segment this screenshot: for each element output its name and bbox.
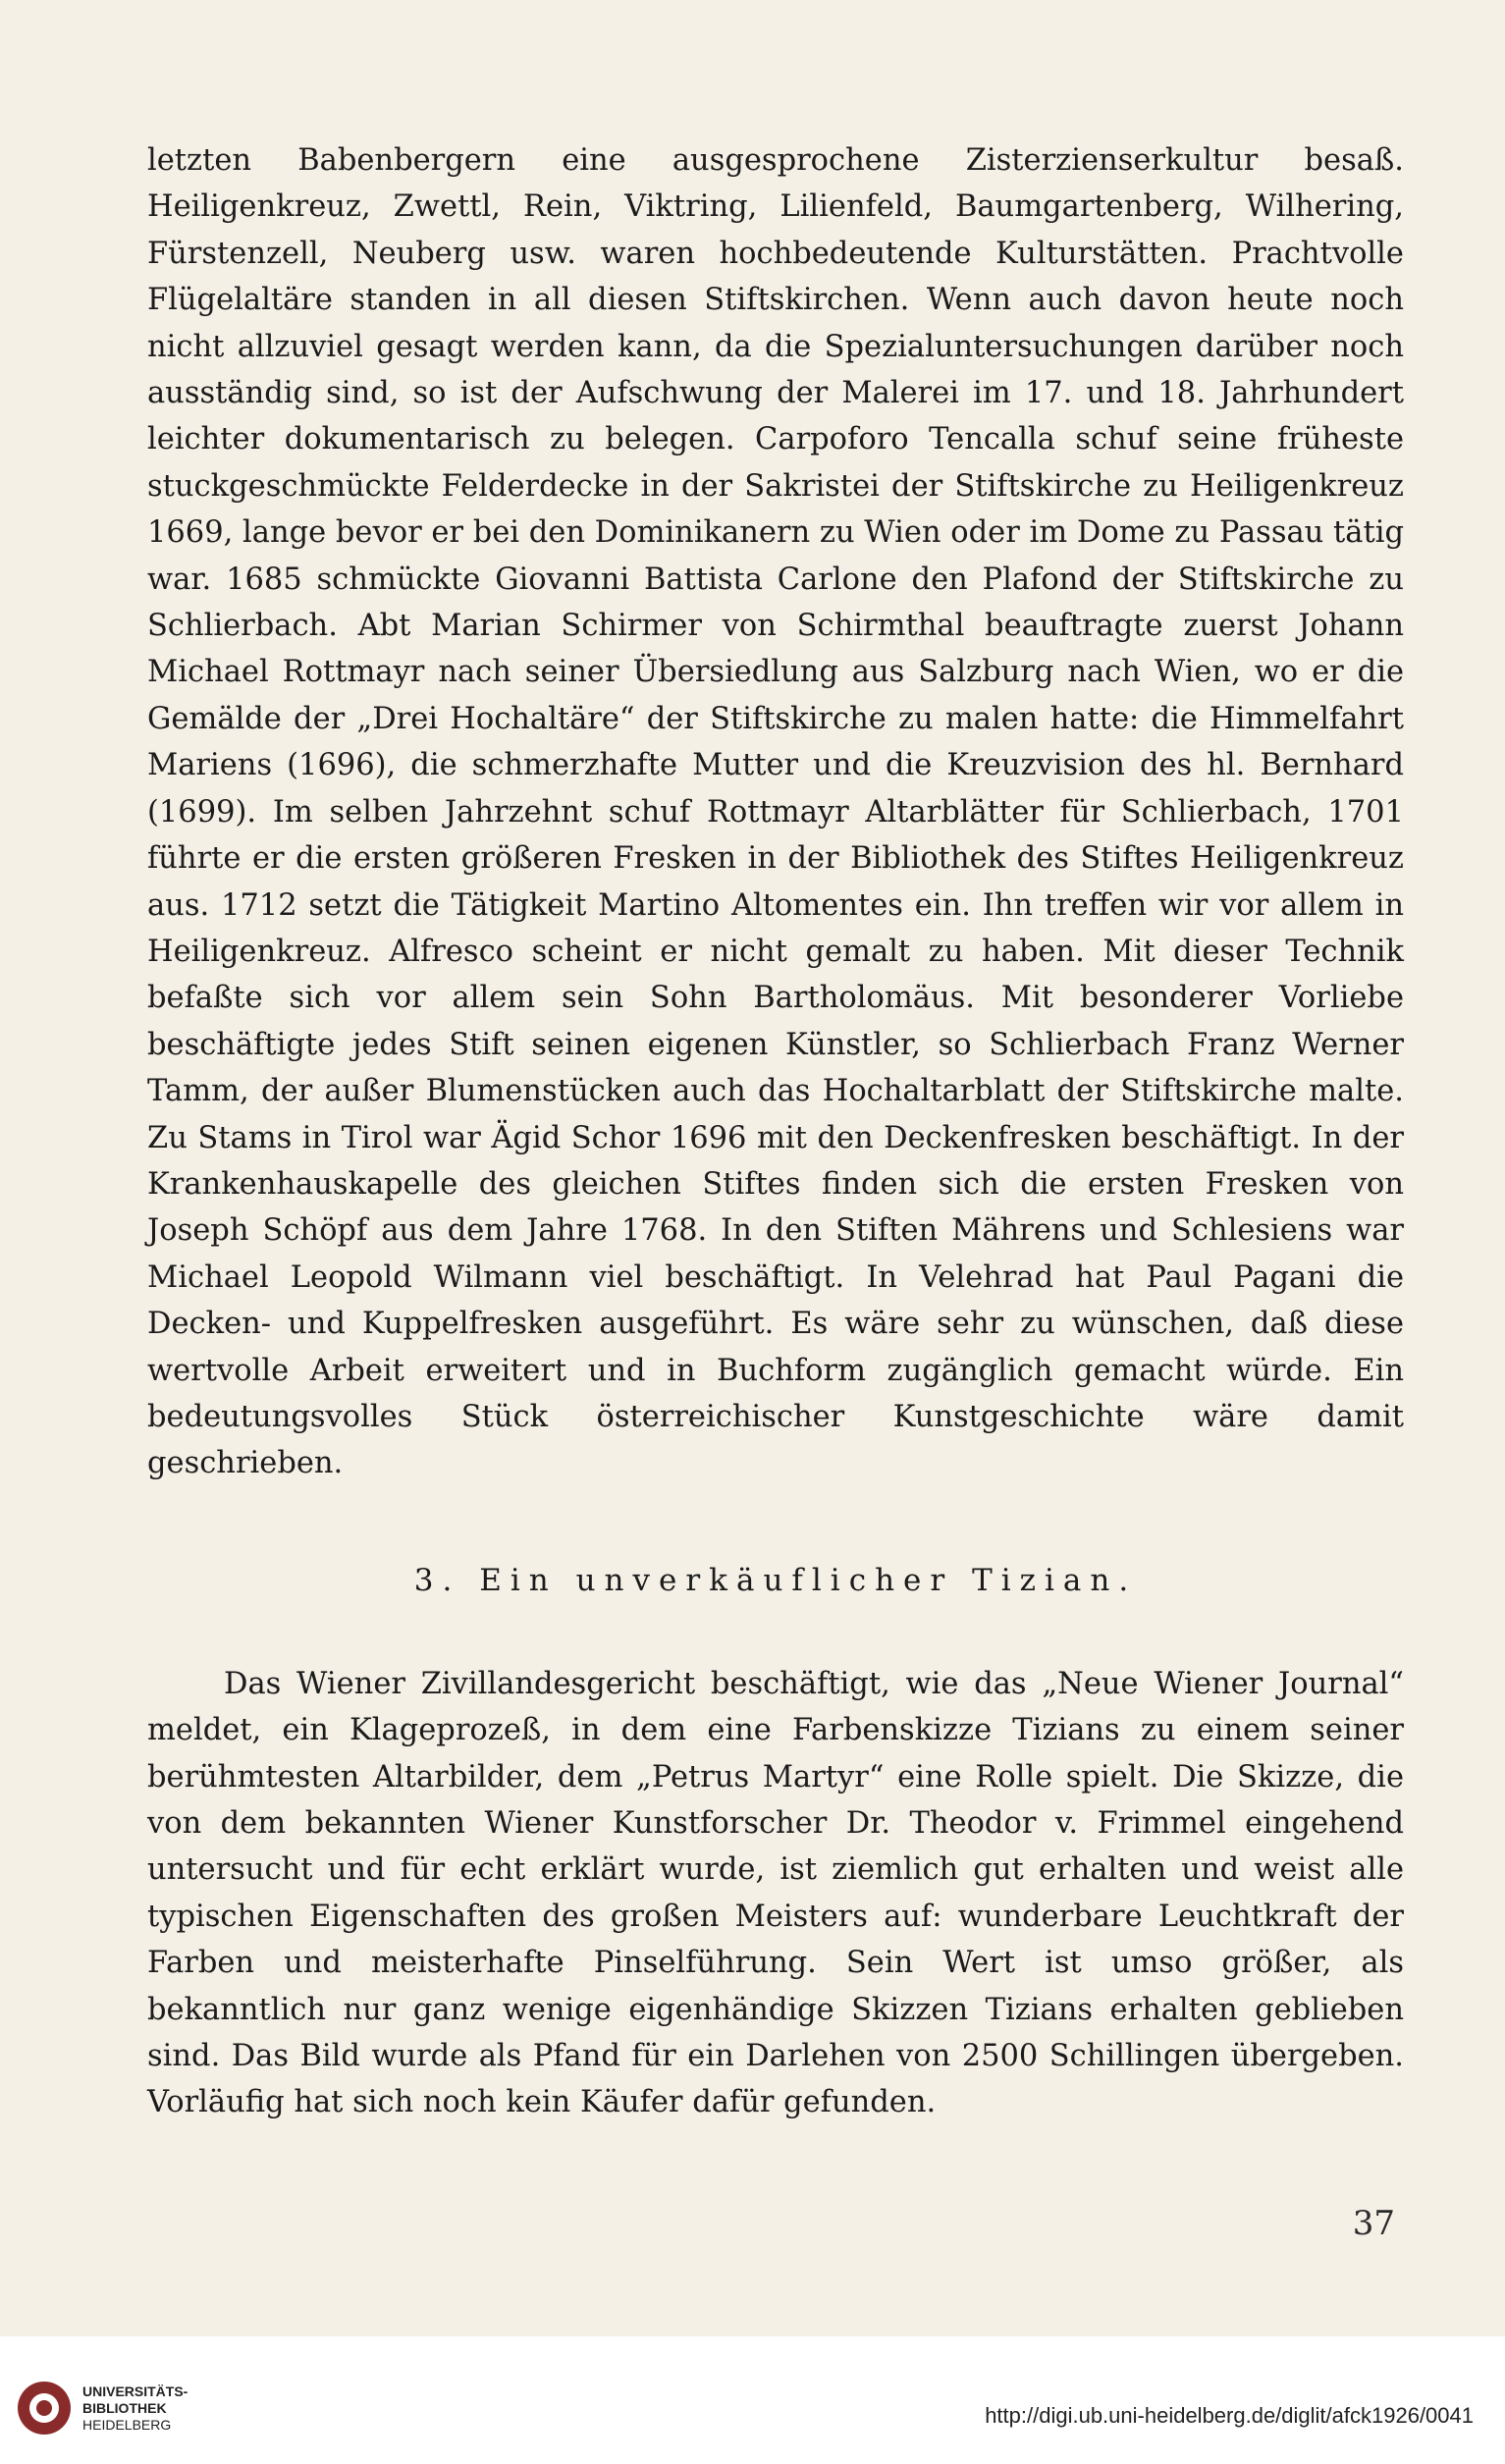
footer-bar [0,2336,1505,2464]
library-name [82,2384,188,2434]
paragraph-tizian: Das Wiener Zivillandesgericht beschäftigt, wie das „Neue Wiener Journal“ meldet, ein Klageprozeß, in dem eine Farbenskizze Tizians zu einem seiner berühmtesten Altarbilder, dem „Petrus Martyr“ eine Rolle spielt. Die Skizze, die von dem bekannten Wiener Kunstforscher Dr. Theodor v. Frimmel eingehend untersucht und für echt erklärt wurde, ist ziemlich gut erhalten und weist alle typischen Eigenschaften des großen Meisters auf: wunderbare Leuchtkraft der Farben und meisterhafte Pinselführung. Sein Wert ist umso größer, als bekanntlich nur ganz wenige eigenhändige Skizzen Tizians erhalten geblieben sind. Das Bild wurde als Pfand für ein Darlehen von 2500 Schillingen übergeben. Vorläufig hat sich noch kein Käufer dafür gefunden. [147,1666,1404,2120]
section-heading: 3. Ein unverkäuflicher Tizian. [413,1562,1138,1598]
source-url-link[interactable]: http://digi.ub.uni-heidelberg.de/diglit/afck1926/0041 [985,2403,1474,2428]
library-logo [18,2382,188,2435]
paragraph-main: letzten Babenbergern eine ausgesprochene Zisterzienserkultur besaß. Heiligenkreuz, Zwettl, Rein, Viktring, Lilienfeld, Baumgartenberg, Wilhering, Fürstenzell, Neuberg usw. waren hochbedeutende Kulturstätten. Prachtvolle Flügelaltäre standen in all diesen Stiftskirchen. Wenn auch davon heute noch nicht allzuviel gesagt werden kann, da die Spezialuntersuchungen darüber noch ausständig sind, so ist der Aufschwung der Malerei im 17. und 18. Jahrhundert leichter dokumentarisch zu belegen. Carpoforo Tencalla schuf seine früheste stuckgeschmückte Felderdecke in der Sakristei der Stiftskirche zu Heiligenkreuz 1669, lange bevor er bei den Dominikanern zu Wien oder im Dome zu Passau tätig war. 1685 schmückte Giovanni Battista Carlone den Plafond der Stiftskirche zu Schlierbach. Abt Marian Schirmer von Schirmthal beauftragte zuerst Johann Michael Rottmayr nach seiner Übersiedlung aus Salzburg nach Wien, wo er die Gemälde der „Drei Hochaltäre“ der Stiftskirche zu malen hatte: die Himmelfahrt Mariens (1696), die schmerzhafte Mutter und die Kreuzvision des hl. Bernhard (1699). Im selben Jahrzehnt schuf Rottmayr Altarblätter für Schlierbach, 1701 führte er die ersten größeren Fresken in der Bibliothek des Stiftes Heiligenkreuz aus. 1712 setzt die Tätigkeit Martino Altomentes ein. Ihn treffen wir vor allem in Heiligenkreuz. Alfresco scheint er nicht gemalt zu haben. Mit dieser Technik befaßte sich vor allem sein Sohn Bartholomäus. Mit besonderer Vorliebe beschäftigte jedes Stift seinen eigenen Künstler, so Schlierbach Franz Werner Tamm, der außer Blumenstücken auch das Hochaltarblatt der Stiftskirche malte. Zu Stams in Tirol war Ägid Schor 1696 mit den Deckenfresken beschäftigt. In der Krankenhauskapelle des gleichen Stiftes finden sich die ersten Fresken von Joseph Schöpf aus dem Jahre 1768. In den Stiften Mährens und Schlesiens war Michael Leopold Wilmann viel beschäftigt. In Velehrad hat Paul Pagani die Decken- und Kuppelfresken ausgeführt. Es wäre sehr zu wünschen, daß diese wertvolle Arbeit erweitert und in Buchform zugänglich gemacht würde. Ein bedeutungsvolles Stück österreichischer Kunstgeschichte wäre damit geschrieben. [147,143,1404,1481]
library-seal-icon [18,2382,71,2435]
library-name-line3: HEIDELBERG [82,2416,172,2433]
text-block [147,137,1404,2126]
library-name-line2: BIBLIOTHEK [82,2399,167,2416]
library-name-line1: UNIVERSITÄTS- [82,2383,188,2399]
page-number: 37 [1352,2204,1395,2243]
